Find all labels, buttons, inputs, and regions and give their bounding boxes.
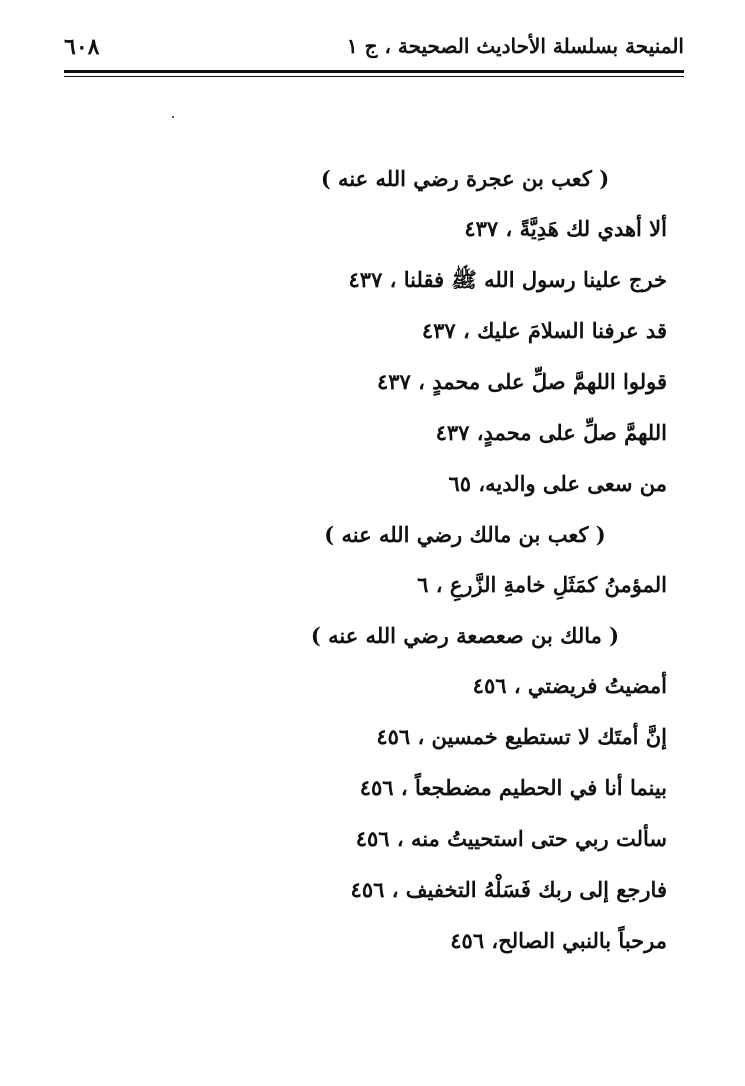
page-number: ٦٠٨ xyxy=(64,34,100,60)
index-entry: أمضيتُ فريضتي ، ٤٥٦ xyxy=(472,673,667,698)
index-entry: فارجع إلى ربك فَسَلْهُ التخفيف ، ٤٥٦ xyxy=(350,877,667,902)
index-content xyxy=(167,162,667,975)
index-entry: من سعى على والديه، ٦٥ xyxy=(448,471,667,496)
section-heading: ( مالك بن صعصعة رضي الله عنه ) xyxy=(310,623,620,648)
section-kaab-ibn-ujrah xyxy=(167,162,667,501)
index-entry: ألا أهدي لك هَدِيَّةً ، ٤٣٧ xyxy=(464,216,667,241)
index-entry: خرج علينا رسول الله ﷺ فقلنا ، ٤٣٧ xyxy=(348,267,667,292)
index-entry: قد عرفنا السلامَ عليك ، ٤٣٧ xyxy=(421,318,667,343)
header-rule-thick xyxy=(64,70,684,73)
running-title: المنيحة بسلسلة الأحاديث الصحيحة ، ج ١ xyxy=(346,34,684,58)
scan-speck xyxy=(172,116,174,118)
index-entry: اللهمَّ صلِّ على محمدٍ، ٤٣٧ xyxy=(435,420,667,445)
section-heading: ( كعب بن عجرة رضي الله عنه ) xyxy=(320,166,610,191)
index-entry: إنَّ أمتَك لا تستطيع خمسين ، ٤٥٦ xyxy=(376,724,667,749)
index-entry: مرحباً بالنبي الصالح، ٤٥٦ xyxy=(450,928,667,953)
index-entry: سألت ربي حتى استحييتُ منه ، ٤٥٦ xyxy=(355,826,667,851)
index-entry: بينما أنا في الحطيم مضطجعاً ، ٤٥٦ xyxy=(359,775,667,800)
header-rule-thin xyxy=(64,76,684,77)
section-malik-ibn-sasaah xyxy=(167,619,667,958)
index-entry: المؤمنُ كمَثَلِ خامةِ الزَّرعِ ، ٦ xyxy=(417,572,667,597)
index-entry: قولوا اللهمَّ صلِّ على محمدٍ ، ٤٣٧ xyxy=(377,369,667,394)
page-header xyxy=(64,30,684,64)
section-heading: ( كعب بن مالك رضي الله عنه ) xyxy=(324,522,606,547)
section-kaab-ibn-malik xyxy=(167,518,667,602)
